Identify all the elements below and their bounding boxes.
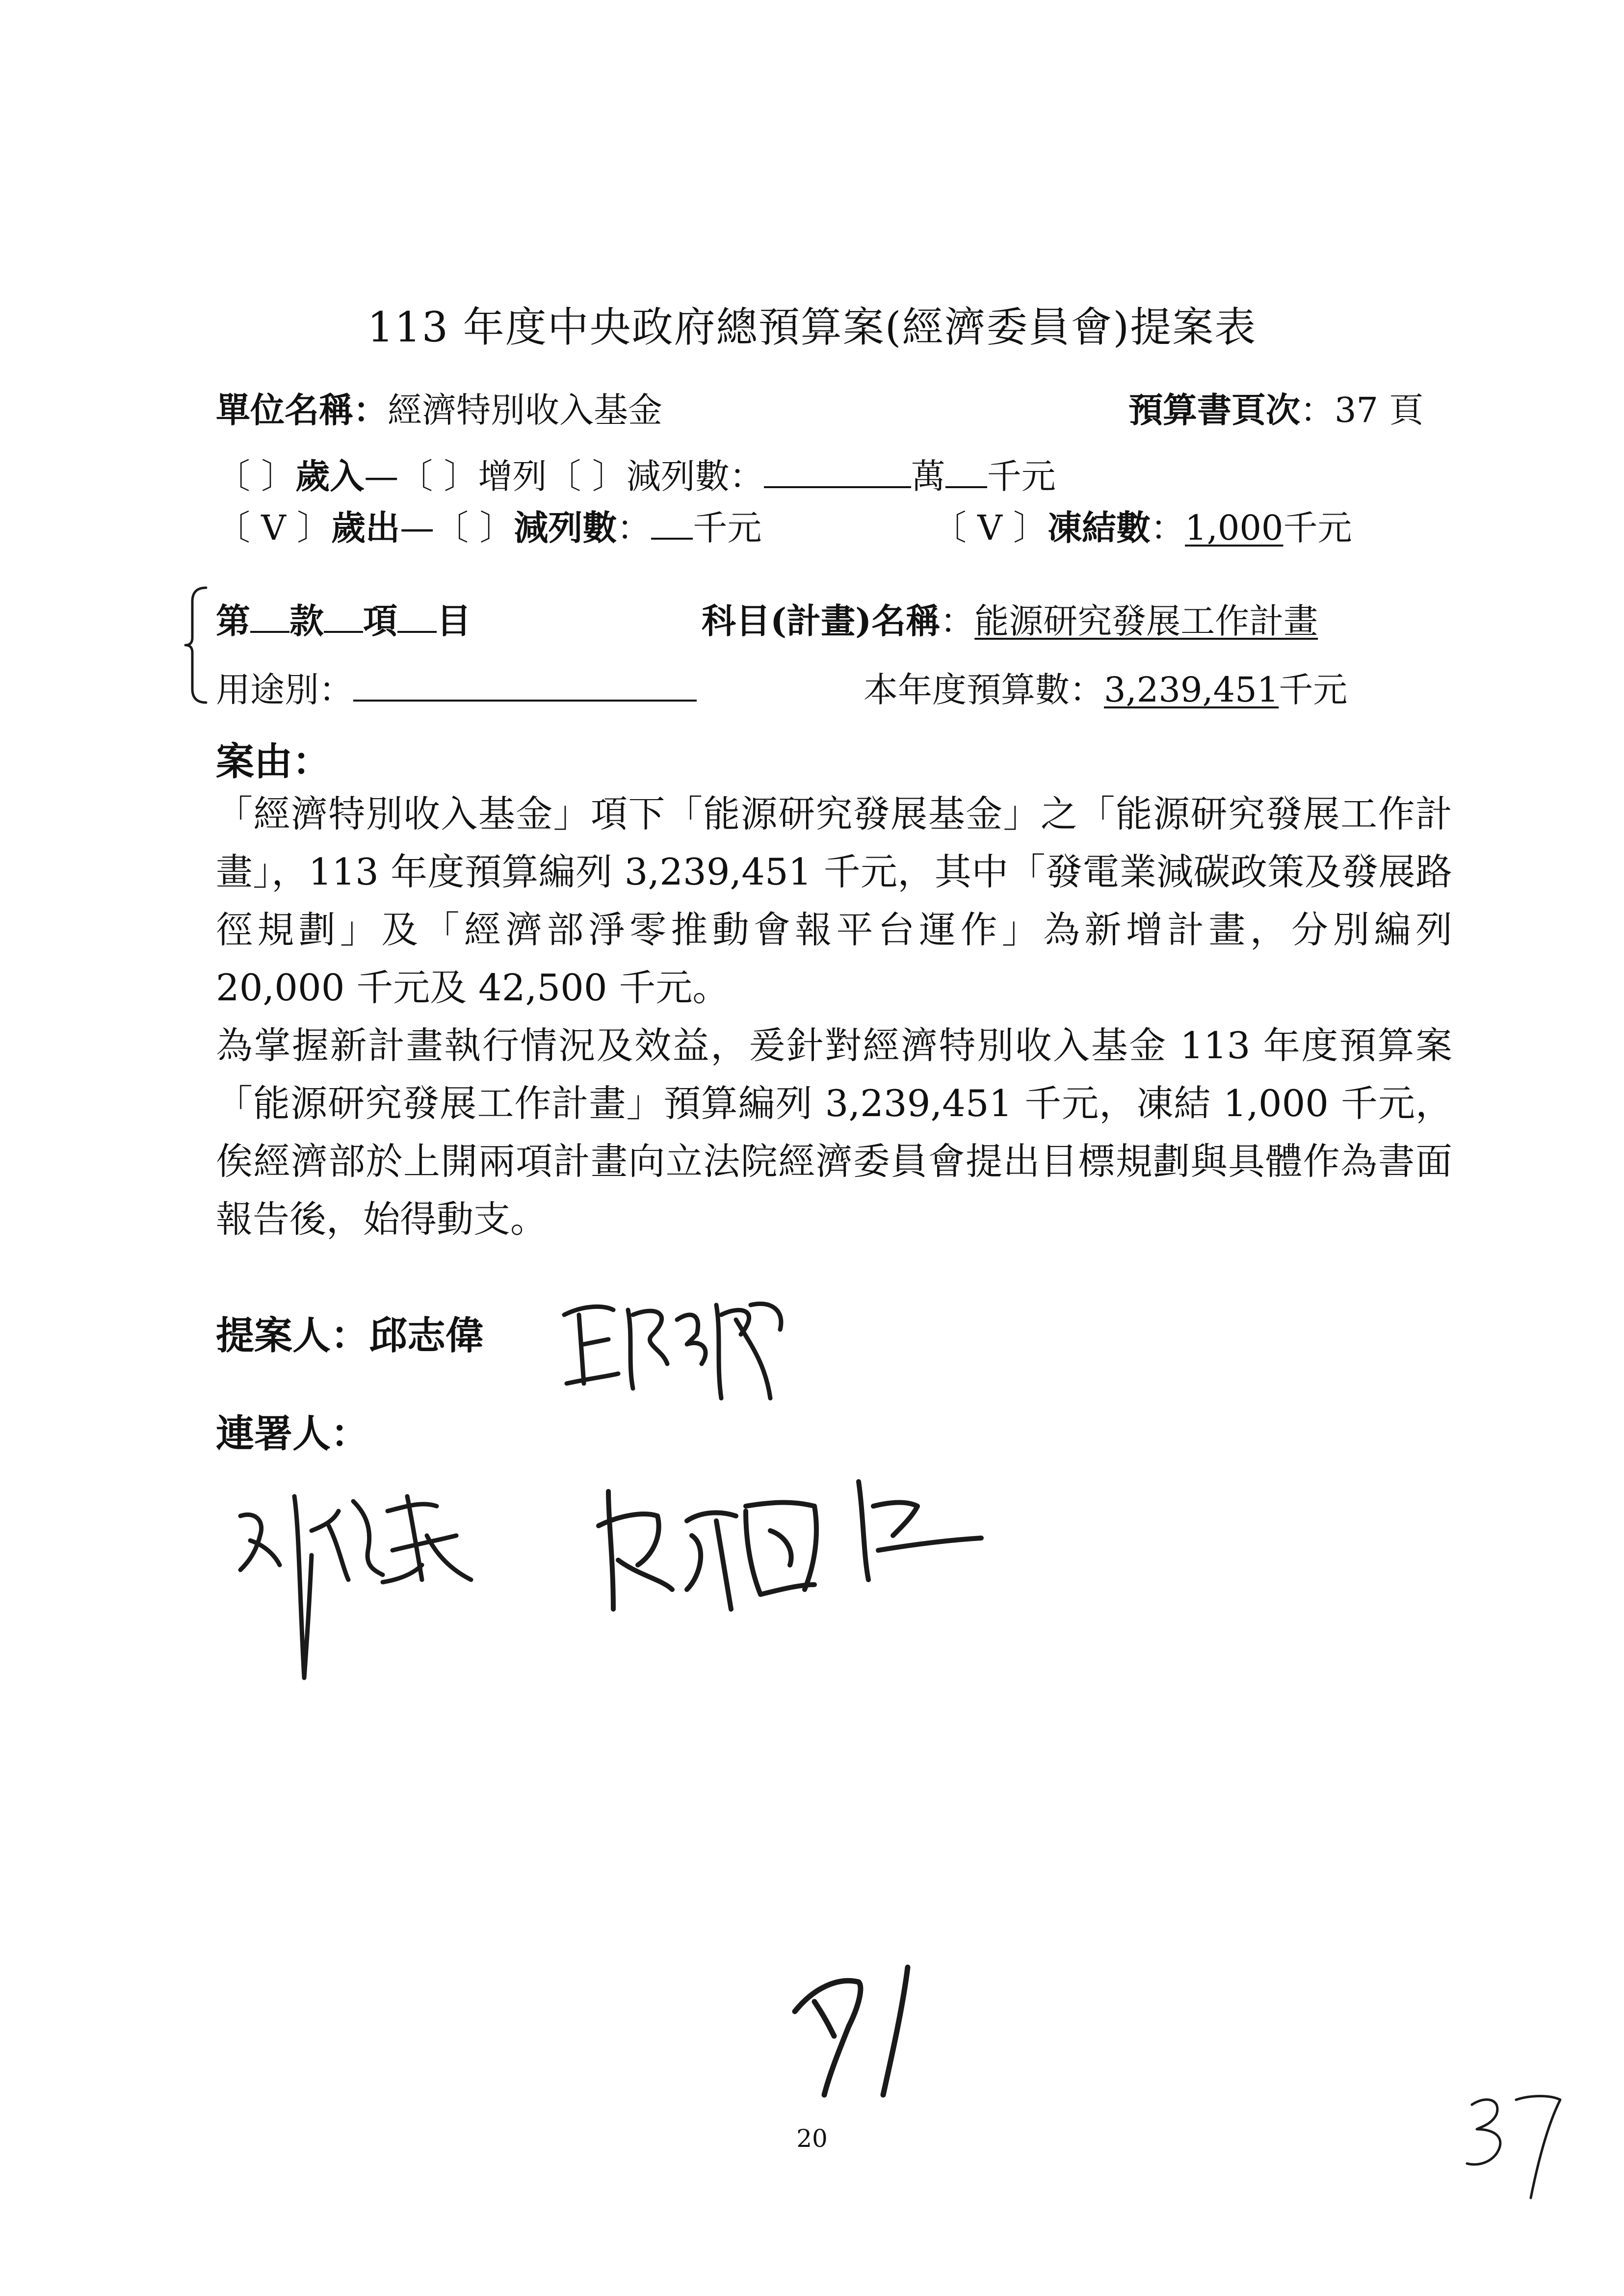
subject-colon: ：	[940, 601, 975, 641]
reason-body	[216, 785, 1452, 1248]
expenditure-checkbox: 〔 V 〕	[216, 508, 332, 548]
revenue-label: 歲入	[295, 456, 365, 496]
expenditure-decrease-colon: ：	[617, 508, 652, 548]
budget-page-value: ：37 頁	[1300, 390, 1424, 430]
proposer-name: 邱志偉	[369, 1313, 484, 1358]
expenditure-label: 歲出	[331, 507, 400, 548]
subject-label: 科目(計畫)名稱	[702, 600, 941, 641]
budget-amount-row	[864, 662, 1347, 712]
mu-blank	[397, 602, 437, 633]
revenue-decrease-label: 減列數：	[626, 456, 764, 496]
freeze-colon: ：	[1151, 508, 1185, 548]
budget-amount-value: 3,239,451	[1104, 670, 1279, 710]
cosigner-label: 連署人：	[216, 1411, 369, 1456]
cosigner-signature-2	[589, 1462, 1006, 1648]
usage-label: 用途別：	[216, 670, 353, 710]
expenditure-qian-unit: 千元	[693, 508, 762, 548]
di-label: 第	[216, 600, 250, 641]
freeze-row	[932, 500, 1352, 550]
corner-mark	[1462, 2080, 1570, 2218]
unit-value: 經濟特別收入基金	[388, 390, 662, 430]
expenditure-decrease-label: 減列數	[514, 507, 617, 548]
subject-value: 能源研究發展工作計畫	[974, 601, 1318, 641]
reason-heading: 案由：	[216, 739, 331, 784]
revenue-wan-blank	[764, 458, 911, 488]
mu-label: 目	[437, 600, 471, 641]
revenue-row	[216, 449, 1056, 498]
proposer-signature	[554, 1285, 800, 1413]
revenue-dash: —	[364, 456, 399, 496]
reason-paragraph-1: 「經濟特別收入基金」項下「能源研究發展基金」之「能源研究發展工作計畫」，113 年度預算編列 3,239,451 千元，其中「發電業減碳政策及發展路徑規劃」及「經濟部淨零推動會報平台運作」為新增計畫，分別編列 20,000 千元及 42,500 千元。	[216, 792, 1452, 1009]
budget-page-label: 預算書頁次	[1128, 390, 1300, 430]
unit-row	[216, 383, 662, 432]
usage-blank	[353, 671, 697, 702]
expenditure-decrease-checkbox: 〔 〕	[434, 508, 514, 548]
xiang-label: 項	[363, 600, 397, 641]
revenue-qian-unit: 千元	[987, 456, 1056, 496]
left-brace	[182, 584, 211, 706]
freeze-unit: 千元	[1283, 508, 1352, 548]
xiang-blank	[324, 602, 363, 633]
revenue-wan-unit: 萬	[911, 456, 945, 496]
classification-row	[216, 594, 471, 643]
budget-page-row	[1128, 383, 1423, 432]
freeze-checkbox: 〔 V 〕	[932, 508, 1048, 548]
budget-amount-label: 本年度預算數：	[864, 670, 1104, 710]
revenue-decrease-checkbox: 〔 〕	[547, 456, 627, 496]
proposer-label: 提案人：	[216, 1313, 369, 1358]
unit-label: 單位名稱：	[216, 390, 388, 430]
expenditure-row	[216, 500, 761, 550]
freeze-label: 凍結數	[1048, 507, 1151, 548]
kuan-blank	[250, 602, 289, 633]
subject-row	[702, 594, 1318, 643]
proposer-row	[216, 1305, 484, 1360]
kuan-label: 款	[289, 600, 324, 641]
expenditure-dash: —	[400, 508, 435, 548]
document-title: 113 年度中央政府總預算案(經濟委員會)提案表	[367, 303, 1257, 351]
revenue-increase-checkbox: 〔 〕	[398, 456, 478, 496]
usage-row	[216, 662, 697, 712]
revenue-increase-label: 增列	[478, 456, 547, 496]
budget-amount-unit: 千元	[1279, 670, 1348, 710]
handwritten-number	[785, 1953, 962, 2110]
cosigner-signature-1	[226, 1482, 500, 1688]
page-number: 20	[796, 2124, 828, 2153]
reason-paragraph-2: 為掌握新計畫執行情況及效益，爰針對經濟特別收入基金 113 年度預算案「能源研究發展工作計畫」預算編列 3,239,451 千元，凍結 1,000 千元，俟經濟部於上開兩項計畫向立法院經濟委員會提出目標規劃與具體作為書面報告後，始得動支。	[216, 1024, 1452, 1241]
revenue-checkbox: 〔 〕	[216, 456, 296, 496]
expenditure-decrease-blank	[651, 509, 693, 540]
freeze-value: 1,000	[1185, 508, 1283, 548]
revenue-qian-blank	[945, 458, 987, 488]
